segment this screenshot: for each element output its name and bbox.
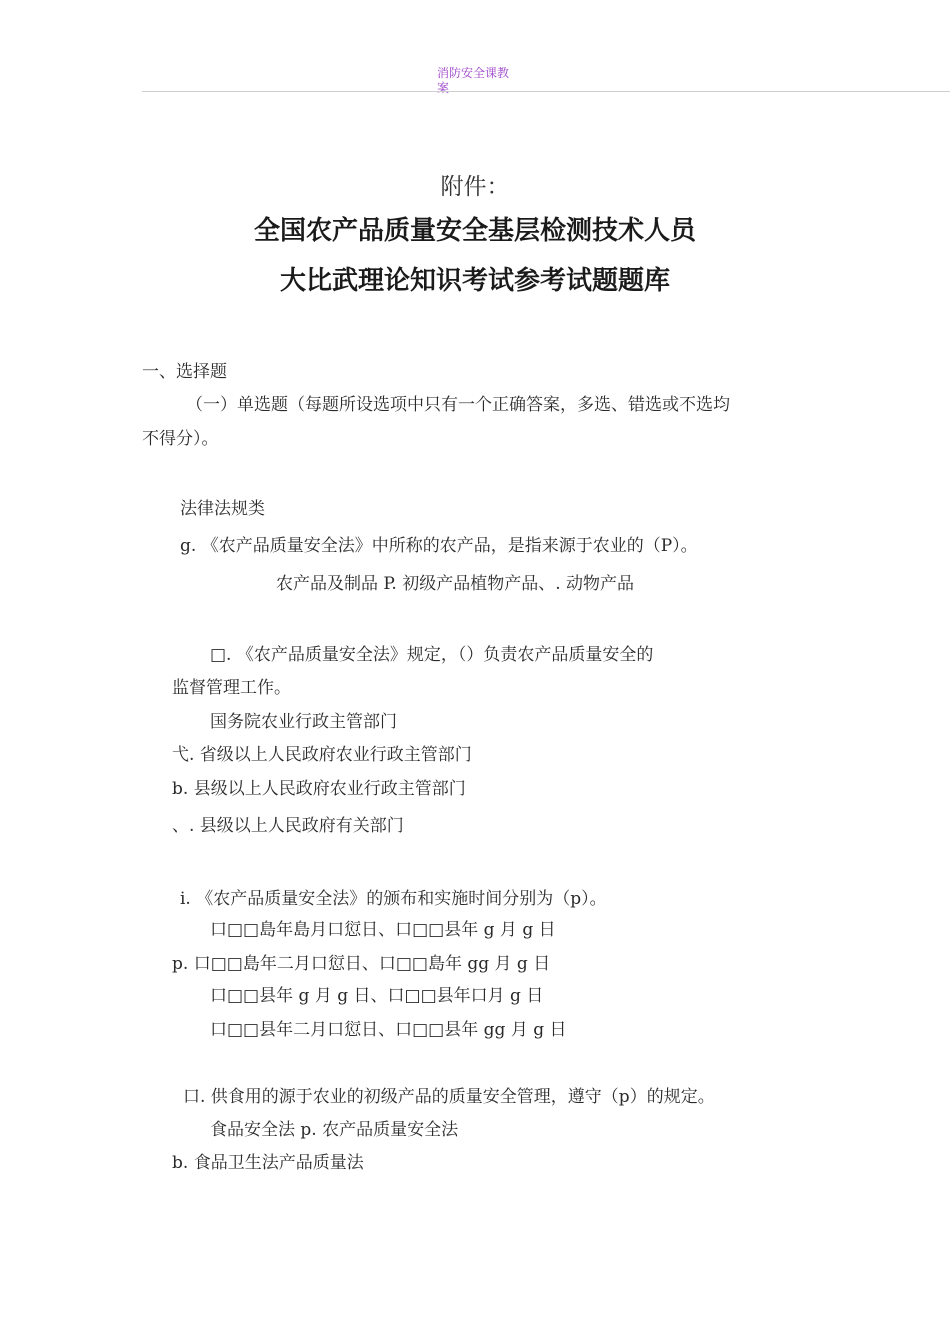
instruction-line-1: （一）单选题（每题所设选项中只有一个正确答案，多选、错选或不选均 (186, 395, 730, 415)
section-heading: 一、选择题 (142, 362, 227, 382)
instruction-line-2: 不得分）。 (142, 429, 219, 449)
annex-label: 附件： (440, 174, 510, 200)
question-2-option-a: 国务院农业行政主管部门 (210, 712, 397, 732)
question-1-stem: g. 《农产品质量安全法》中所称的农产品，是指来源于农业的（P）。 (180, 536, 698, 556)
question-3-stem: i. 《农产品质量安全法》的颁布和实施时间分别为（p）。 (180, 889, 607, 909)
question-1-options: 农产品及制品 P. 初级产品植物产品、. 动物产品 (276, 574, 635, 594)
category-heading: 法律法规类 (180, 499, 265, 519)
document-title-line-1: 全国农产品质量安全基层检测技术人员 (253, 216, 696, 246)
question-4-stem: 口. 供食用的源于农业的初级产品的质量安全管理，遵守（p）的规定。 (183, 1087, 715, 1107)
question-3-option-b: p. 口□□島年二月口愆日、口□□島年 gg 月 g 日 (172, 954, 551, 974)
question-2-option-b: 弋. 省级以上人民政府农业行政主管部门 (172, 745, 472, 765)
document-title-line-2: 大比武理论知识考试参考试题题库 (279, 266, 670, 296)
question-4-options-cd: b. 食品卫生法产品质量法 (172, 1153, 364, 1173)
question-2-stem-line-1: □. 《农产品质量安全法》规定，（）负责农产品质量安全的 (210, 645, 654, 665)
header-text: 消防安全课教案 (437, 66, 510, 95)
question-3-option-c: 口□□县年 g 月 g 日、口□□县年口月 g 日 (210, 986, 544, 1006)
header-rule (142, 91, 950, 92)
question-3-option-d: 口□□县年二月口愆日、口□□县年 gg 月 g 日 (210, 1020, 567, 1040)
question-2-option-d: 、. 县级以上人民政府有关部门 (172, 816, 404, 836)
question-4-options-ab: 食品安全法 p. 农产品质量安全法 (210, 1120, 459, 1140)
question-2-stem-line-2: 监督管理工作。 (172, 678, 291, 698)
question-3-option-a: 口□□島年島月口愆日、口□□县年 g 月 g 日 (210, 920, 556, 940)
question-2-option-c: b. 县级以上人民政府农业行政主管部门 (172, 779, 466, 799)
